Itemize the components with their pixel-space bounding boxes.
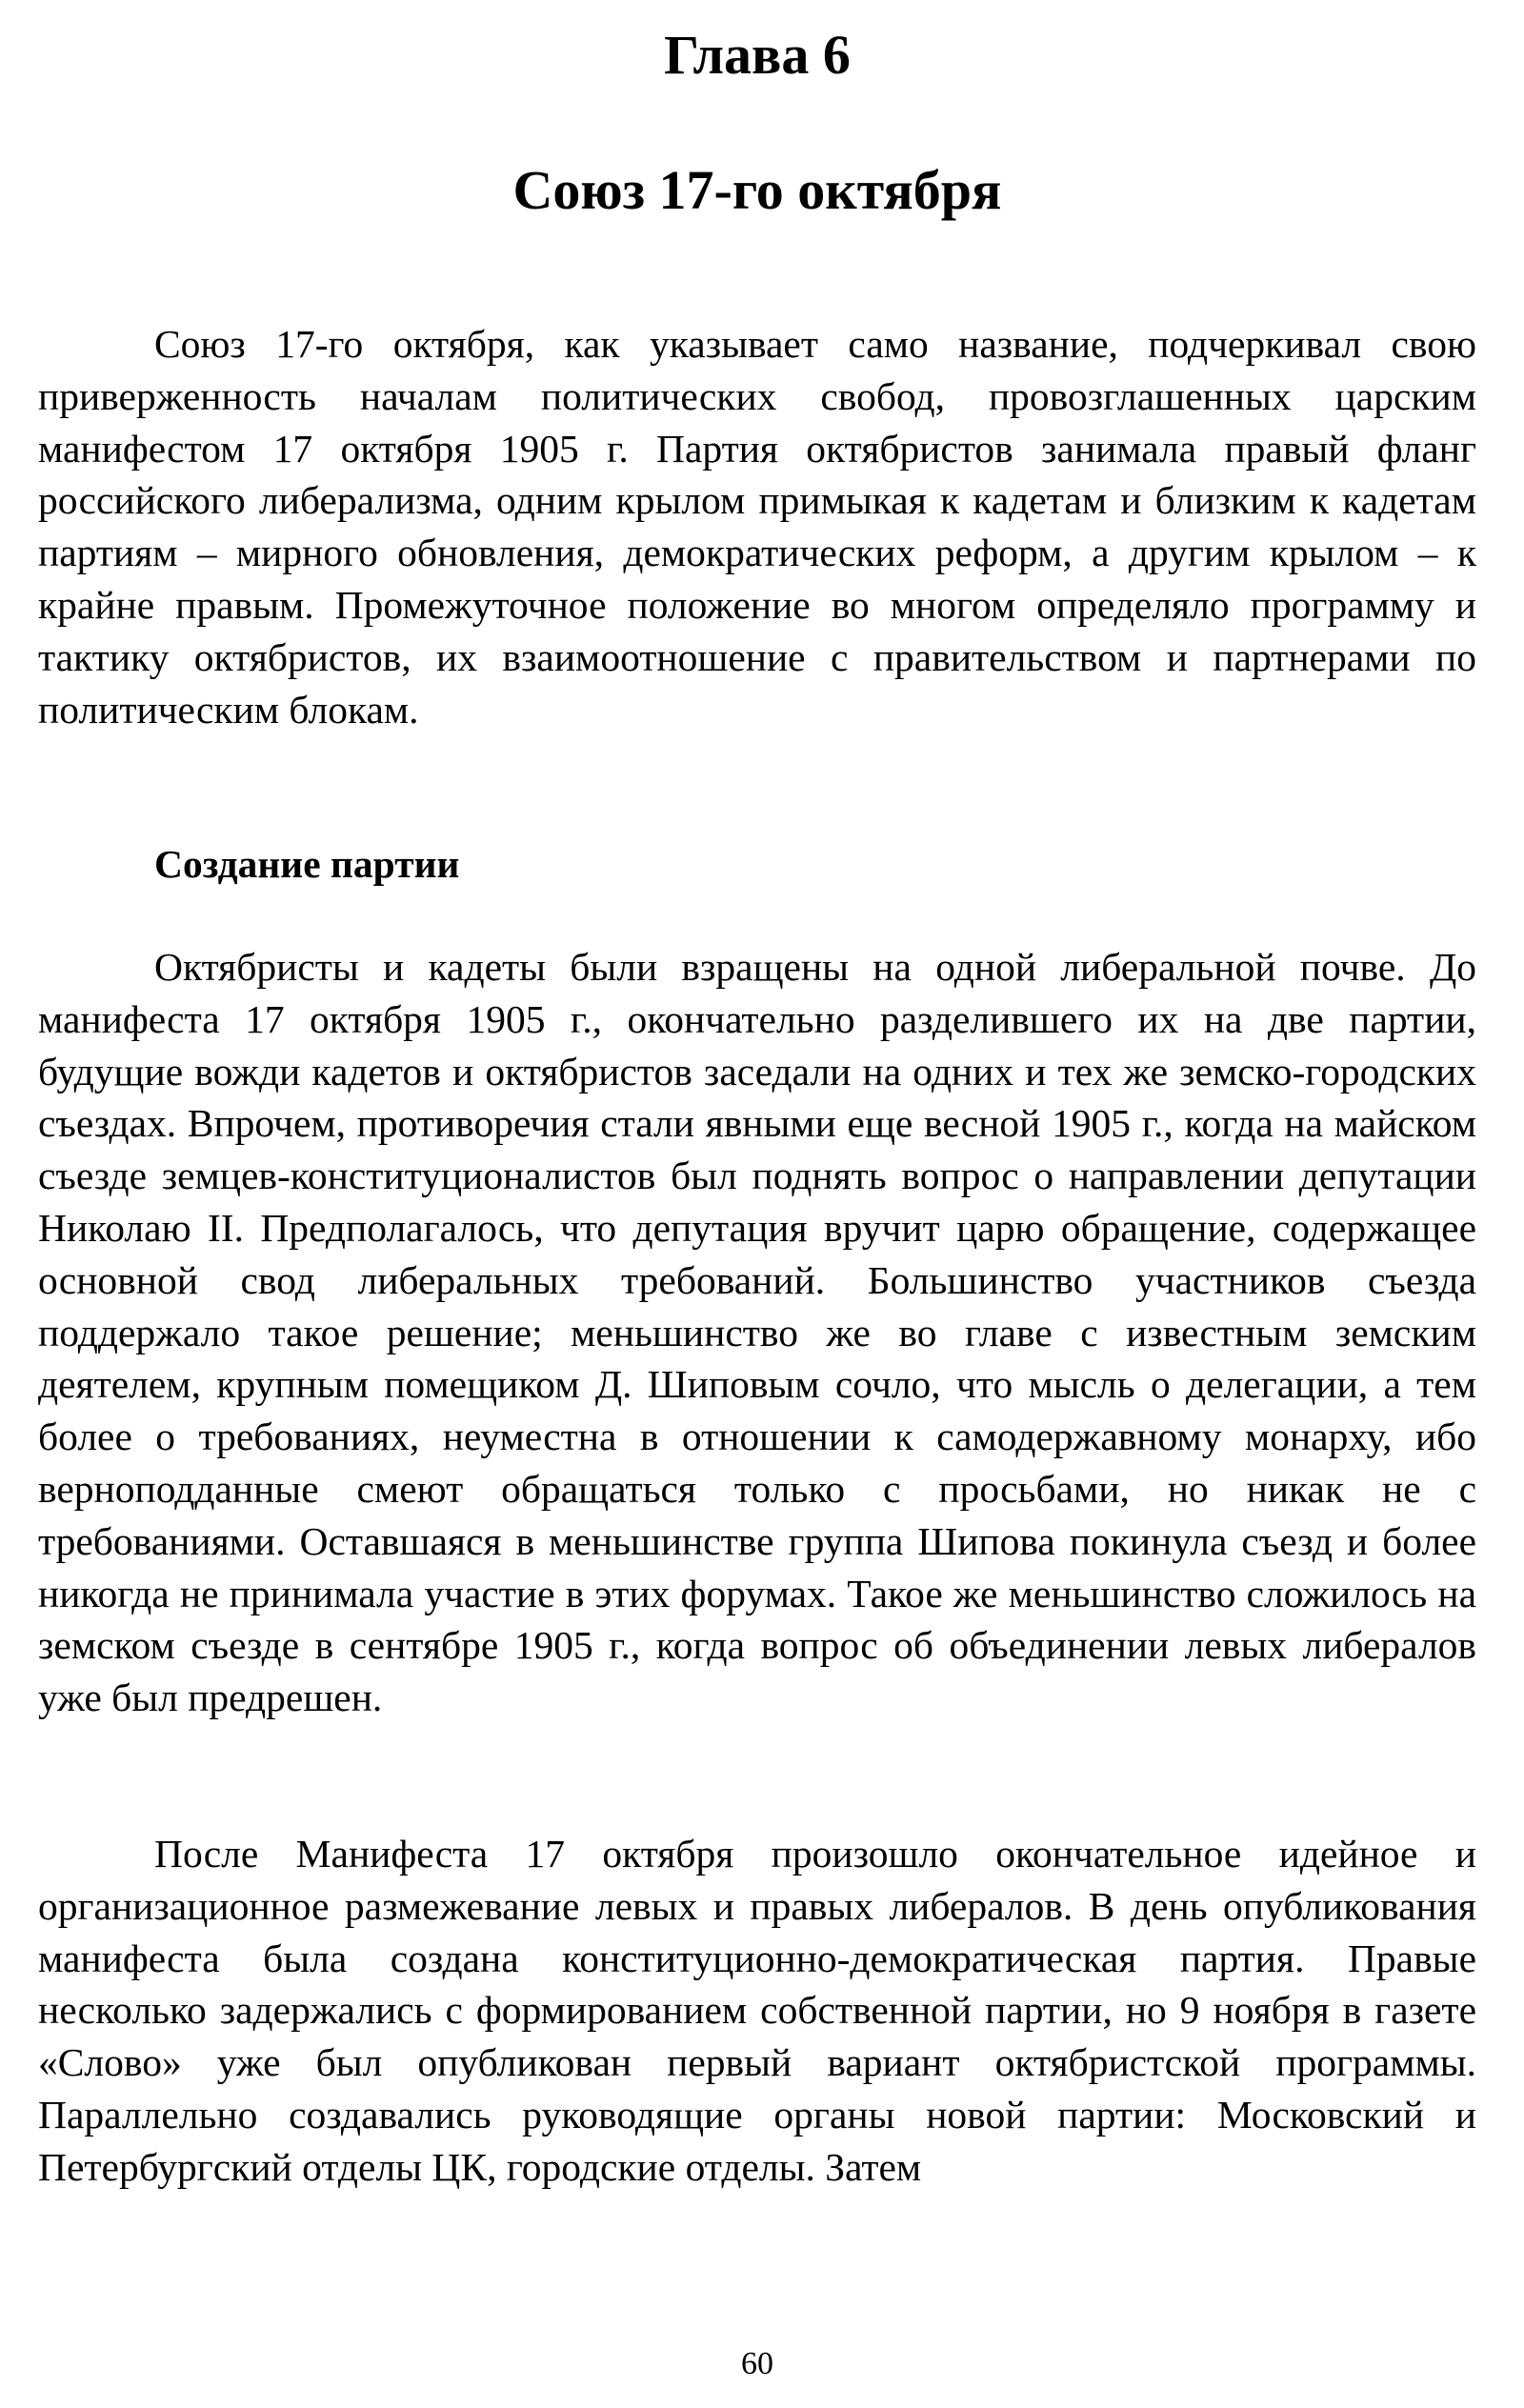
section-heading: Создание партии: [154, 842, 460, 886]
page-number: 60: [741, 2346, 773, 2381]
intro-paragraph: Союз 17-го октября, как указывает само название, подчеркивал свою приверженность началам политических свобод, провозглашенных царским манифестом 17 октября 1905 г. Партия октябристов занимала правый фланг российского либерализма, одним крылом примыкая к кадетам и близким к кадетам партиям – мирного обновления, демократических реформ, а другим крылом – к крайне правым. Промежуточное положение во многом определяло программу и тактику октябристов, их взаимоотношение с правительством и партнерами по политическим блокам.: [38, 322, 1476, 732]
chapter-label: Глава 6: [664, 24, 851, 86]
book-page: [38, 0, 1476, 2408]
section-paragraph-1: Октябристы и кадеты были взращены на одной либеральной почве. До манифеста 17 октября 1905 г., окончательно разделившего их на две партии, будущие вожди кадетов и октябристов заседали на одних и тех же земско-городских съездах. Впрочем, противоречия стали явными еще весной 1905 г., когда на майском съезде земцев-конституционалистов был поднять вопрос о направлении депутации Николаю II. Предполагалось, что депутация вручит царю обращение, содержащее основной свод либеральных требований. Большинство участников съезда поддержало такое решение; меньшинство же во главе с известным земским деятелем, крупным помещиком Д. Шиповым сочло, что мысль о делегации, а тем более о требованиях, неуместна в отношении к самодержавному монарху, ибо верноподданные смеют обращаться только с просьбами, но никак не с требованиями. Оставшаяся в меньшинстве группа Шипова покинула съезд и более никогда не принимала участие в этих форумах. Такое же меньшинство сложилось на земском съезде в сентябре 1905 г., когда вопрос об объединении левых либералов уже был предрешен.: [38, 945, 1476, 1720]
chapter-title: Союз 17-го октября: [512, 159, 1002, 221]
section-paragraph-2: После Манифеста 17 октября произошло окончательное идейное и организационное размежевание левых и правых либералов. В день опубликования манифеста была создана конституционно-демократическая партия. Правые несколько задержались с формированием собственной партии, но 9 ноября в газете «Слово» уже был опубликован первый вариант октябристской программы. Параллельно создавались руководящие органы новой партии: Московский и Петербургский отделы ЦК, городские отделы. Затем: [38, 1832, 1476, 2189]
